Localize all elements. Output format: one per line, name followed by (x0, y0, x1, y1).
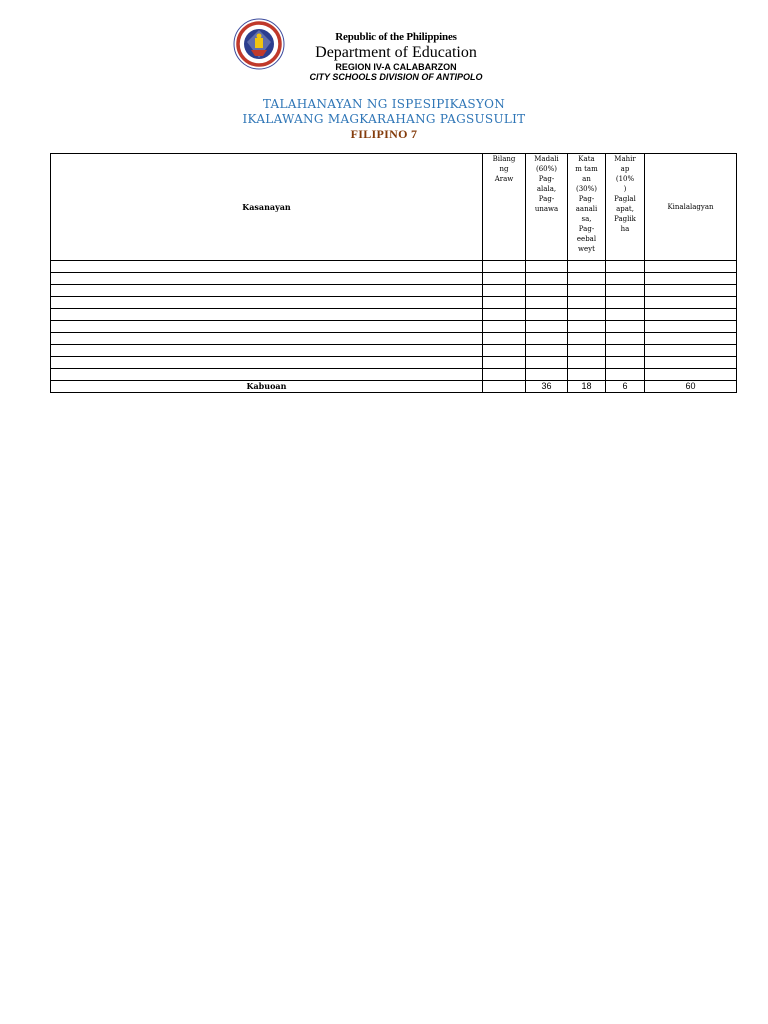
table-cell (483, 369, 526, 381)
table-cell (645, 345, 737, 357)
table-cell (483, 273, 526, 285)
table-cell (645, 357, 737, 369)
table-cell (526, 261, 568, 273)
table-cell (51, 345, 483, 357)
table-cell (51, 273, 483, 285)
table-cell (483, 309, 526, 321)
table-cell (51, 285, 483, 297)
table-cell (606, 285, 645, 297)
table-cell (51, 261, 483, 273)
table-cell (645, 297, 737, 309)
table-cell (568, 309, 606, 321)
total-mahirap: 6 (606, 381, 645, 393)
table-row (51, 273, 737, 285)
table-cell (606, 297, 645, 309)
table-cell (526, 309, 568, 321)
department-heading: Department of Education (315, 44, 477, 61)
table-row (51, 309, 737, 321)
subject-title: FILIPINO 7 (350, 127, 418, 141)
table-total-row (51, 381, 737, 393)
table-cell (483, 297, 526, 309)
document-subtitle: IKALAWANG MAGKARAHANG PAGSUSULIT (242, 112, 526, 126)
table-cell (526, 345, 568, 357)
table-row (51, 297, 737, 309)
table-cell (483, 261, 526, 273)
total-bilang (483, 381, 526, 393)
document-title: TALAHANAYAN NG ISPESIPIKASYON (262, 97, 506, 111)
header-kasanayan: Kasanayan (51, 154, 483, 261)
table-cell (526, 333, 568, 345)
table-cell (526, 285, 568, 297)
division-heading: CITY SCHOOLS DIVISION OF ANTIPOLO (309, 72, 483, 82)
table-cell (483, 333, 526, 345)
table-cell (606, 345, 645, 357)
specification-table (50, 153, 737, 393)
table-body (51, 261, 737, 393)
region-heading: REGION IV-A CALABARZON (335, 62, 457, 72)
table-cell (51, 309, 483, 321)
table-cell (526, 369, 568, 381)
table-cell (645, 261, 737, 273)
table-cell (606, 309, 645, 321)
total-label: Kabuoan (51, 381, 483, 393)
table-cell (568, 357, 606, 369)
table-cell (645, 369, 737, 381)
table-cell (568, 369, 606, 381)
table-cell (645, 285, 737, 297)
table-cell (645, 333, 737, 345)
table-cell (483, 345, 526, 357)
header-katamtaman: Kata m tam an (30%) Pag- aanali sa, Pag- eebal weyt (568, 154, 606, 261)
table-cell (483, 357, 526, 369)
table-row (51, 285, 737, 297)
republic-heading: Republic of the Philippines (335, 31, 457, 43)
table-row (51, 345, 737, 357)
table-row (51, 321, 737, 333)
table-row (51, 333, 737, 345)
table-cell (51, 369, 483, 381)
table-cell (568, 345, 606, 357)
total-katamtaman: 18 (568, 381, 606, 393)
total-kinalalagyan: 60 (645, 381, 737, 393)
table-cell (568, 261, 606, 273)
table-cell (606, 321, 645, 333)
table-row (51, 369, 737, 381)
table-cell (568, 273, 606, 285)
table-cell (568, 321, 606, 333)
table-cell (51, 297, 483, 309)
table-cell (606, 273, 645, 285)
table-cell (645, 321, 737, 333)
table-cell (526, 357, 568, 369)
header-bilang-ng-araw: Bilang ng Araw (483, 154, 526, 261)
table-cell (645, 309, 737, 321)
table-cell (51, 357, 483, 369)
table-cell (606, 261, 645, 273)
table-cell (606, 369, 645, 381)
table-row (51, 357, 737, 369)
table-cell (645, 273, 737, 285)
table-cell (51, 321, 483, 333)
table-cell (526, 273, 568, 285)
table-cell (483, 285, 526, 297)
table-cell (51, 333, 483, 345)
table-cell (526, 297, 568, 309)
table-header-row (51, 154, 737, 261)
table-cell (606, 333, 645, 345)
header-mahirap: Mahir ap (10% ) Paglal apat, Paglik ha (606, 154, 645, 261)
table-cell (568, 333, 606, 345)
header-madali: Madali (60%) Pag- alala, Pag- unawa (526, 154, 568, 261)
header-kinalalagyan: Kinalalagyan (645, 154, 737, 261)
table-cell (483, 321, 526, 333)
table-cell (568, 285, 606, 297)
table-cell (526, 321, 568, 333)
total-madali: 36 (526, 381, 568, 393)
table-cell (606, 357, 645, 369)
table-cell (568, 297, 606, 309)
table-row (51, 261, 737, 273)
